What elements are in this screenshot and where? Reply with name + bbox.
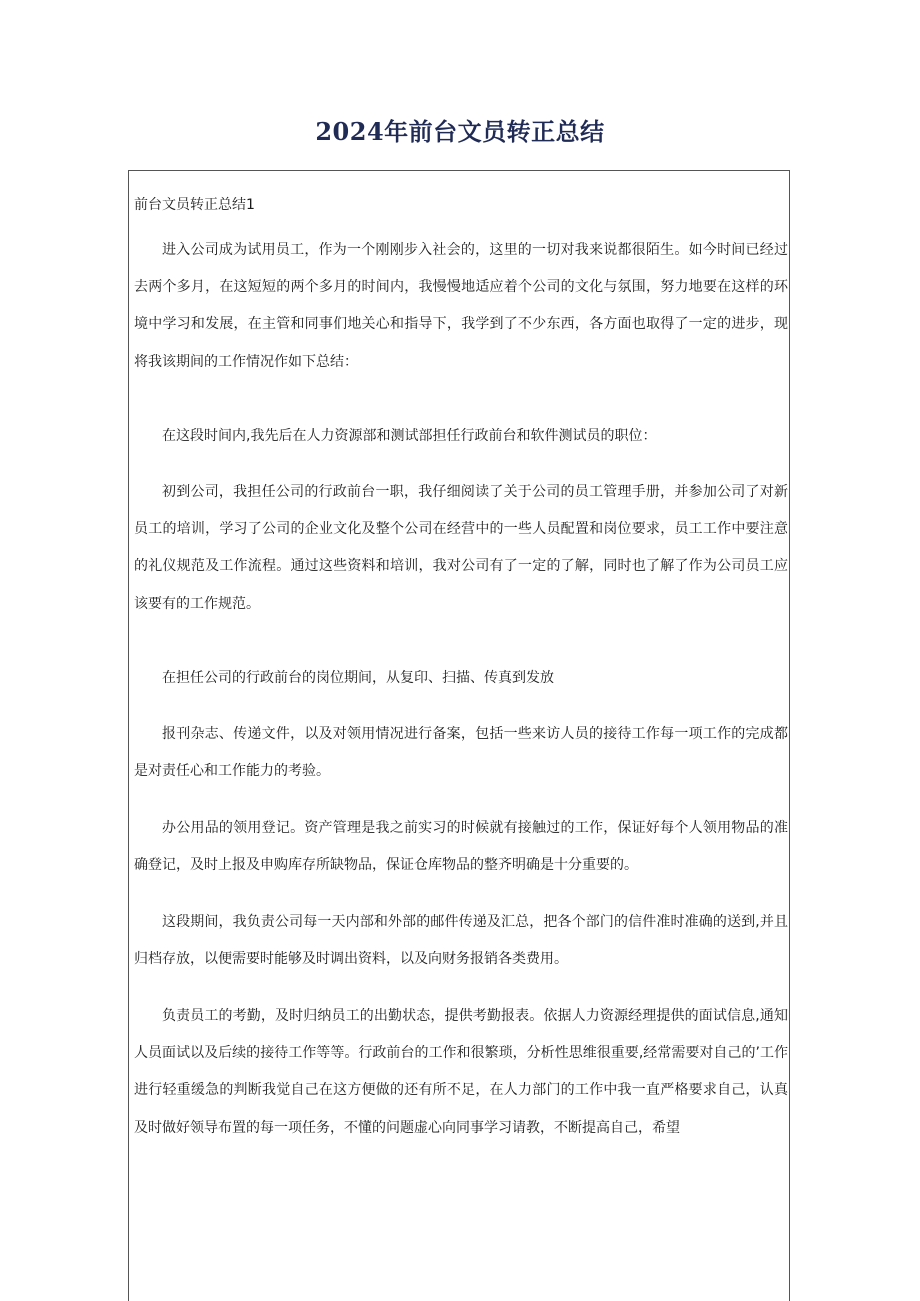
paragraph-documents: 报刊杂志、传递文件，以及对领用情况进行备案，包括一些来访人员的接待工作每一项工作的完成都是对责任心和工作能力的考验。 — [134, 726, 788, 780]
document-title: 2024年前台文员转正总结 — [315, 117, 605, 146]
paragraph-office-supplies: 办公用品的领用登记。资产管理是我之前实习的时候就有接触过的工作，保证好每个人领用物品的准确登记，及时上报及申购库存所缺物品，保证仓库物品的整齐明确是十分重要的。 — [134, 820, 788, 874]
paragraph-positions: 在这段时间内,我先后在人力资源部和测试部担任行政前台和软件测试员的职位： — [162, 428, 657, 444]
paragraph-front-desk: 在担任公司的行政前台的岗位期间，从复印、扫描、传真到发放 — [162, 670, 554, 686]
paragraph-onboarding: 初到公司，我担任公司的行政前台一职，我仔细阅读了关于公司的员工管理手册，并参加公司了对新员工的培训，学习了公司的企业文化及整个公司在经营中的一些人员配置和岗位要求，员工工作中要注意的礼仪规范及工作流程。通过这些资料和培训，我对公司有了一定的了解，同时也了解了作为公司员工应该要有的工作规范。 — [134, 484, 788, 612]
paragraph-intro: 进入公司成为试用员工，作为一个刚刚步入社会的，这里的一切对我来说都很陌生。如今时间已经过去两个多月，在这短短的两个多月的时间内，我慢慢地适应着个公司的文化与氛围，努力地要在这样的环境中学习和发展，在主管和同事们地关心和指导下，我学到了不少东西，各方面也取得了一定的进步，现将我该期间的工作情况作如下总结： — [134, 242, 788, 370]
paragraph-attendance: 负责员工的考勤，及时归纳员工的出勤状态，提供考勤报表。依据人力资源经理提供的面试信息,通知人员面试以及后续的接待工作等等。行政前台的工作和很繁琐，分析性思维很重要,经常需要对自己的’工作进行轻重缓急的判断我觉自己在这方便做的还有所不足，在人力部门的工作中我一直严格要求自己，认真及时做好领导布置的每一项任务，不懂的问题虚心向同事学习请教，不断提高自己，希望 — [134, 1008, 788, 1136]
paragraph-mail: 这段期间，我负责公司每一天内部和外部的邮件传递及汇总，把各个部门的信件准时准确的送到,并且归档存放，以便需要时能够及时调出资料，以及向财务报销各类费用。 — [134, 914, 788, 968]
section-heading: 前台文员转正总结1 — [134, 197, 255, 213]
